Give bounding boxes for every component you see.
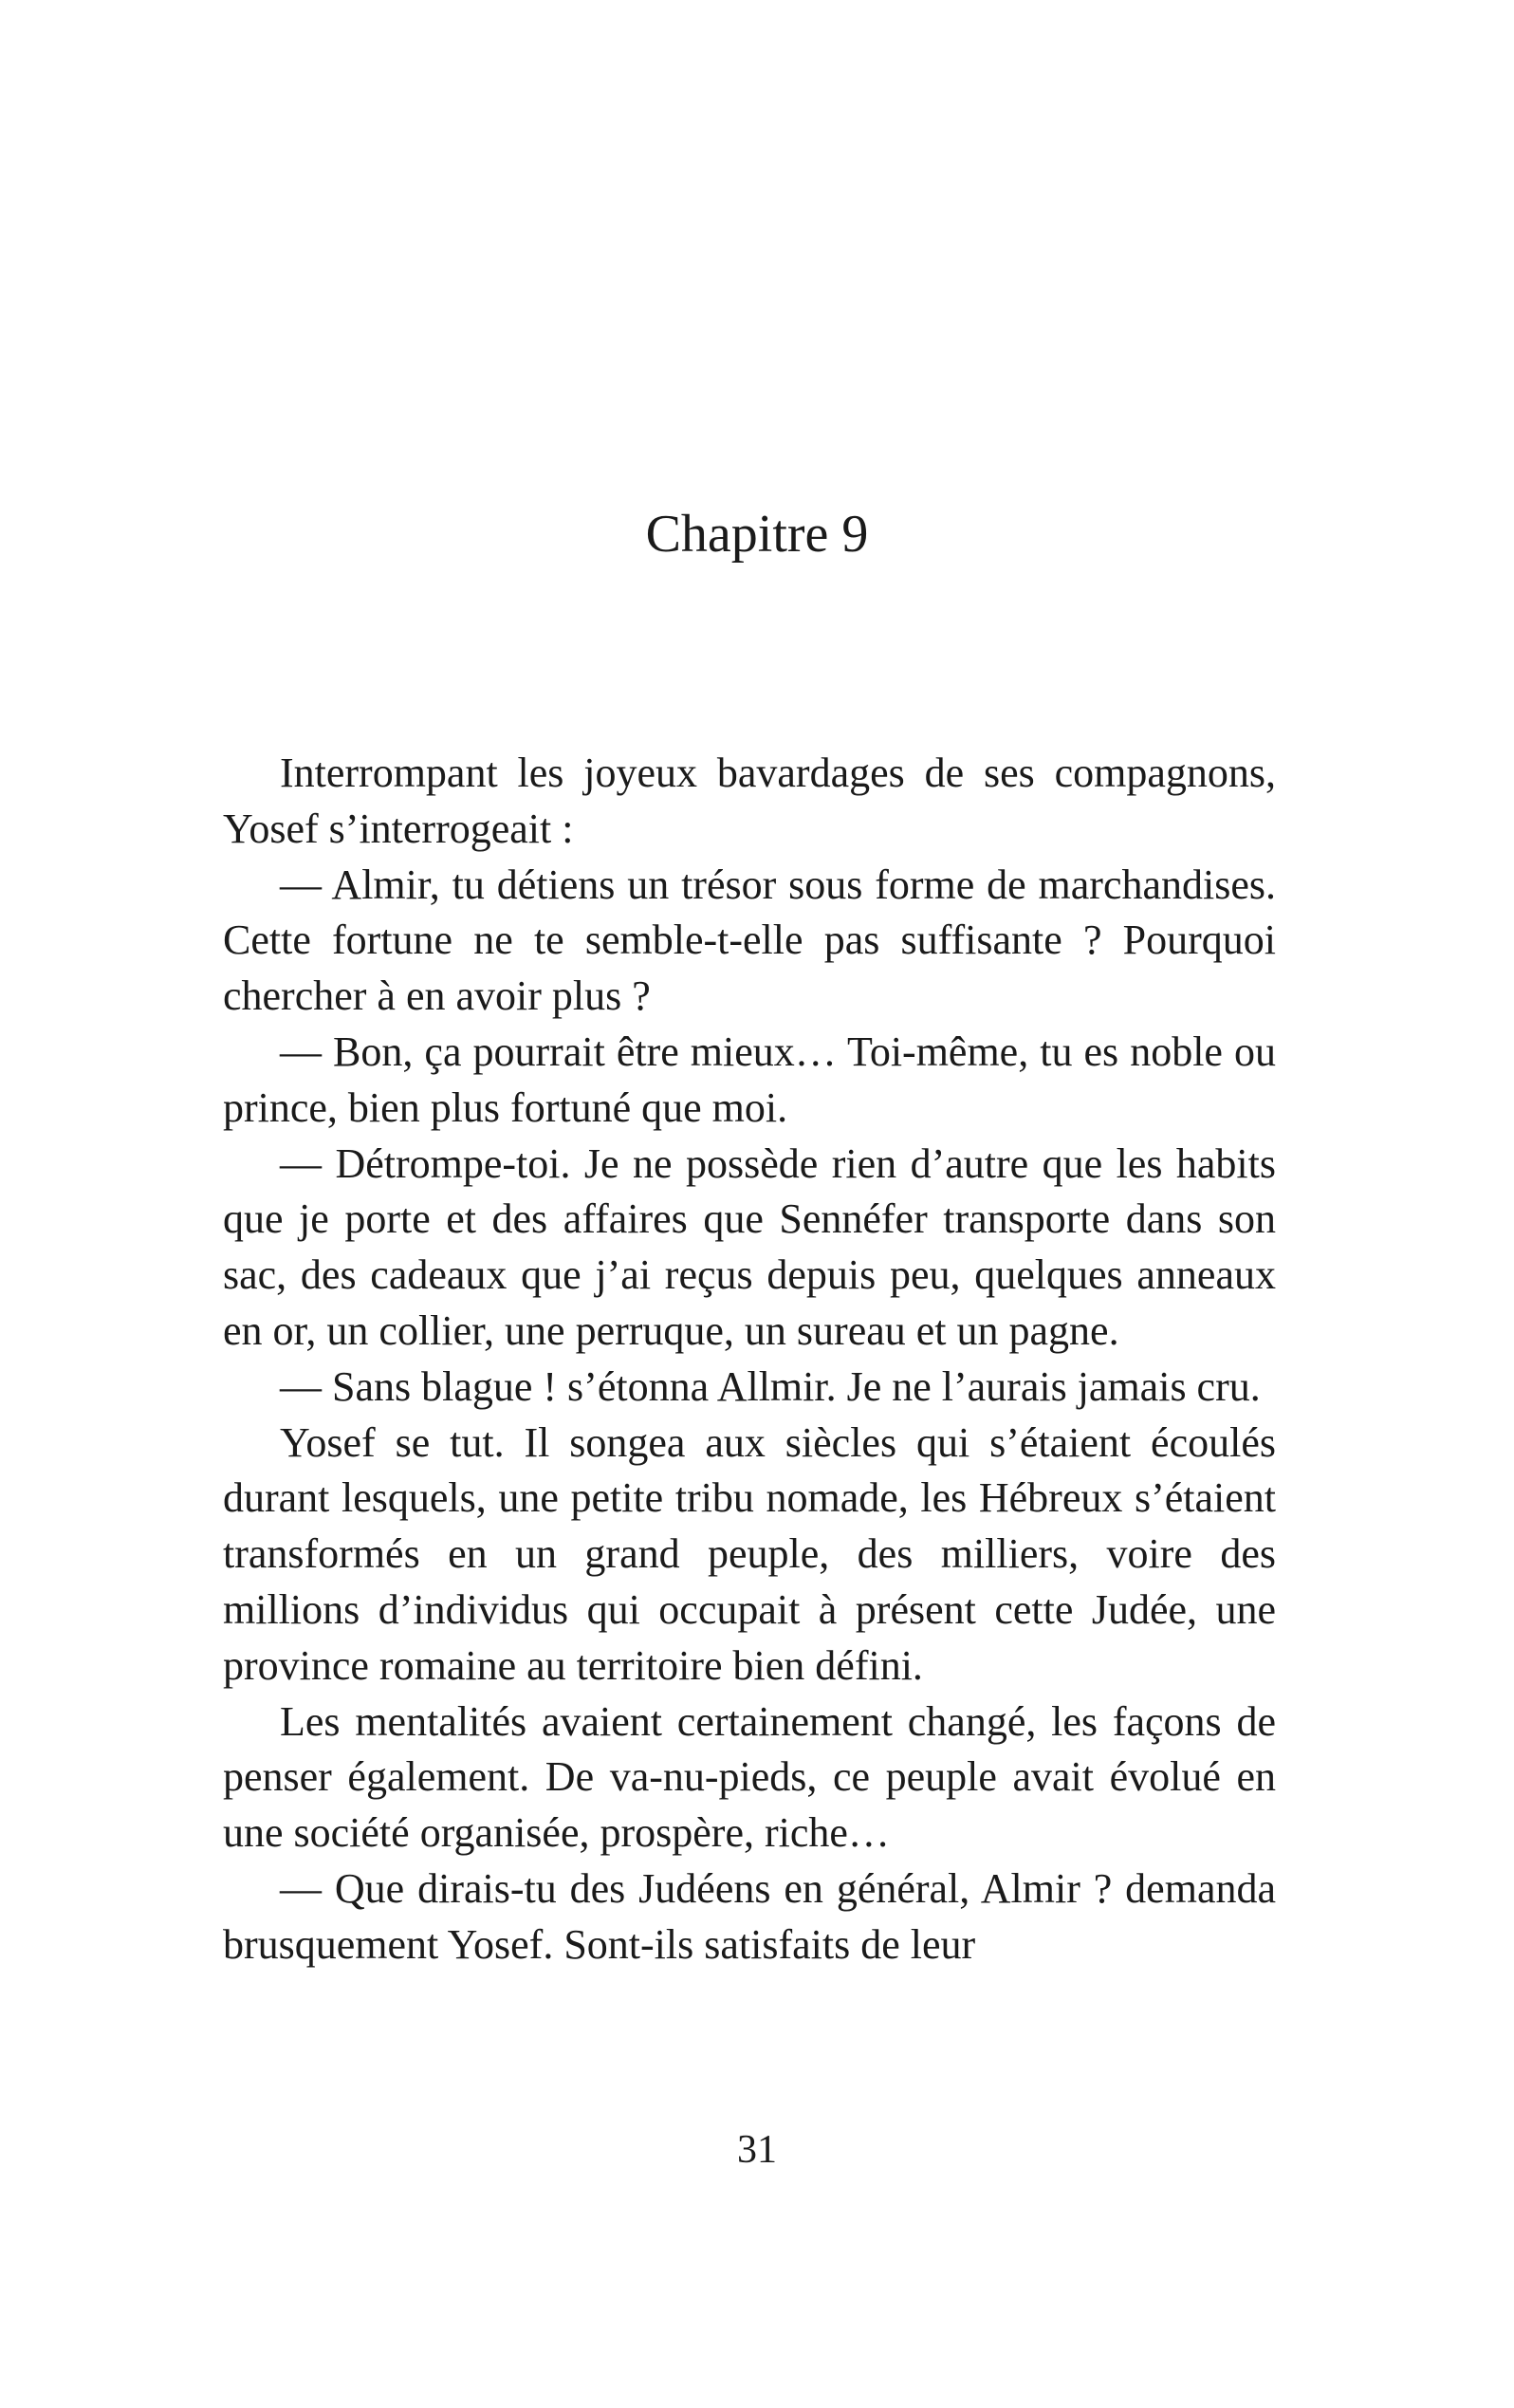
dialogue-paragraph: — Bon, ça pourrait être mieux… Toi-même, tu es noble ou prince, bien plus fortuné que moi. bbox=[223, 1028, 1276, 1131]
dialogue-paragraph: — Détrompe-toi. Je ne possède rien d’autre que les habits que je porte et des affaires que Sennéfer transporte dans son sac, des cadeaux que j’ai reçus depuis peu, quelques anneaux en or, un collier, une perruque, un sureau et un pagne. bbox=[223, 1139, 1276, 1354]
paragraph: Yosef se tut. Il songea aux siècles qui s’étaient écoulés durant lesquels, une petite tribu nomade, les Hébreux s’étaient transformés en un grand peuple, des milliers, voire des millions d’individus qui occupait à présent cette Judée, une province romaine au territoire bien défini. bbox=[223, 1418, 1276, 1689]
dialogue-paragraph: — Sans blague ! s’étonna Allmir. Je ne l’aurais jamais cru. bbox=[280, 1362, 1261, 1410]
page-number: 31 bbox=[737, 2128, 777, 2172]
paragraph: Interrompant les joyeux bavardages de ses compagnons, Yosef s’interrogeait : bbox=[223, 750, 1276, 852]
paragraph: Les mentalités avaient certainement changé, les façons de penser également. De va-nu-pieds, ce peuple avait évolué en une société organisée, prospère, riche… bbox=[223, 1697, 1276, 1857]
dialogue-paragraph: — Que dirais-tu des Judéens en général, Almir ? demanda brusquement Yosef. Sont-ils satisfaits de leur bbox=[223, 1864, 1276, 1968]
chapter-title: Chapitre 9 bbox=[645, 505, 869, 564]
dialogue-paragraph: — Almir, tu détiens un trésor sous forme de marchandises. Cette fortune ne te semble-t-elle pas suffisante ? Pourquoi chercher à en avoir plus ? bbox=[223, 861, 1276, 1020]
chapter-body bbox=[223, 746, 1276, 2112]
